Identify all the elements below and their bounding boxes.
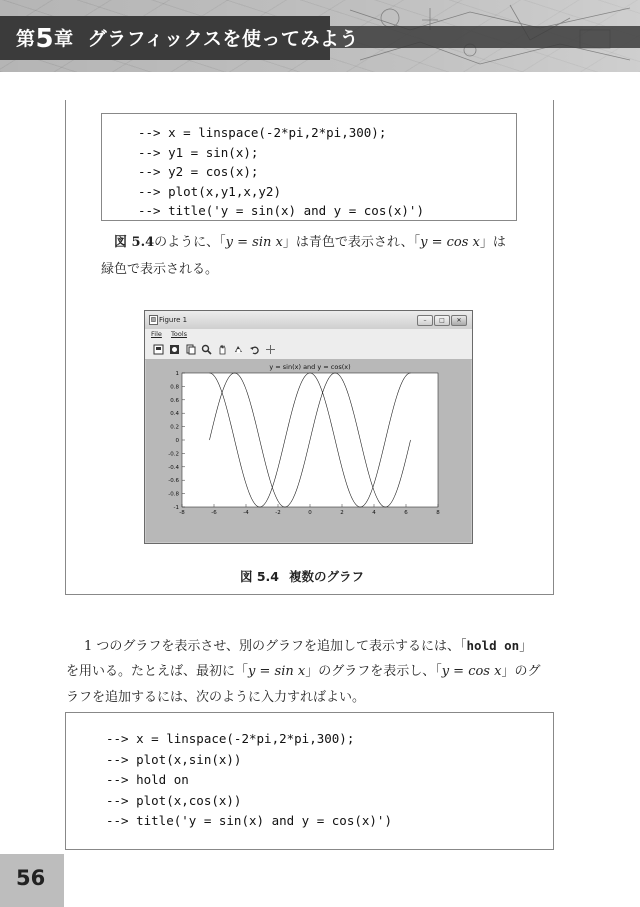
text-span: を用いる。たとえば、最初に「 <box>66 664 249 679</box>
chapter-suffix: 章 <box>54 28 74 50</box>
code-line: --> plot(x,cos(x)) <box>106 792 242 808</box>
x-tick-label: -6 <box>211 510 217 516</box>
chapter-header <box>0 0 640 72</box>
figure-caption-number: 図 5.4 <box>240 569 279 584</box>
chart-title: y = sin(x) and y = cos(x) <box>269 363 351 371</box>
chapter-title: グラフィックスを使ってみよう <box>87 28 359 50</box>
x-tick-label: 0 <box>308 510 312 516</box>
new-figure-icon[interactable] <box>153 344 164 355</box>
math-inline: y = cos x <box>420 235 480 250</box>
header-bar-tail <box>330 26 640 48</box>
body-line-2 <box>66 659 540 685</box>
y-tick-label: 0.4 <box>170 411 179 418</box>
code-block-1 <box>101 113 517 221</box>
code-line: --> hold on <box>106 772 189 787</box>
maximize-button[interactable]: □ <box>434 315 450 326</box>
body-line-3: ラフを追加するには、次のように入力すればよい。 <box>66 690 366 705</box>
window-title: Figure 1 <box>159 316 188 324</box>
y-tick-label: 1 <box>175 371 179 377</box>
text-span: 」のグラフを表示し、「 <box>305 664 442 679</box>
menu-file[interactable]: File <box>151 330 162 338</box>
math-inline: y = cos x <box>441 664 502 679</box>
text-span: のように、「 <box>154 235 226 250</box>
x-tick-label: 8 <box>436 510 440 516</box>
text-span: 」は青色で表示され、「 <box>282 235 421 250</box>
figure-app-icon: ▧ <box>150 316 157 323</box>
zoom-reset-icon[interactable] <box>169 344 180 355</box>
figure-description-line-2: 緑色で表示される。 <box>101 262 219 277</box>
code-line: --> title('y = sin(x) and y = cos(x)') <box>106 813 392 828</box>
x-tick-label: 4 <box>372 510 376 516</box>
x-tick-label: -2 <box>275 510 281 516</box>
chapter-heading <box>16 22 359 52</box>
code-block-2 <box>65 712 554 850</box>
window-title-bar <box>145 311 472 329</box>
y-tick-label: -0.2 <box>168 451 179 458</box>
chart-svg <box>146 359 471 542</box>
math-inline: y = sin x <box>248 664 306 679</box>
y-tick-label: -0.6 <box>168 478 179 485</box>
y-tick-label: 0.2 <box>170 424 179 431</box>
chapter-prefix: 第 <box>16 28 36 50</box>
rotate-3d-icon[interactable] <box>233 344 244 355</box>
y-tick-label: 0 <box>175 438 179 444</box>
figure-window <box>144 310 473 544</box>
figure-reference: 図 5.4 <box>114 235 155 250</box>
plot-area <box>146 359 471 542</box>
x-tick-label: 2 <box>340 510 344 516</box>
menu-tools[interactable]: Tools <box>171 330 188 338</box>
minimize-button[interactable]: – <box>417 315 433 326</box>
text-span: 」は <box>479 235 506 250</box>
datatip-icon[interactable] <box>265 344 276 355</box>
code-line: --> x = linspace(-2*pi,2*pi,300); <box>138 125 387 140</box>
undo-icon[interactable] <box>249 344 260 355</box>
code-line: --> x = linspace(-2*pi,2*pi,300); <box>106 731 355 746</box>
body-line-1 <box>84 633 532 660</box>
math-inline: y = sin x <box>225 235 283 250</box>
window-menu-bar <box>145 329 472 340</box>
y-tick-label: -0.8 <box>168 491 179 498</box>
code-line: --> plot(x,sin(x)) <box>106 751 242 767</box>
figure-caption-text: 複数のグラフ <box>289 569 365 584</box>
x-tick-label: -4 <box>243 510 249 516</box>
code-line: --> y1 = sin(x); <box>138 144 259 160</box>
page-number: 56 <box>16 866 46 890</box>
y-tick-label: -0.4 <box>168 464 179 471</box>
copy-icon[interactable] <box>185 344 196 355</box>
inline-code: hold on <box>466 638 520 653</box>
code-line: --> y2 = cos(x); <box>138 164 259 179</box>
y-tick-label: -1 <box>173 505 179 511</box>
figure-caption <box>240 567 364 585</box>
code-line: --> title('y = sin(x) and y = cos(x)') <box>138 203 424 218</box>
text-span: 1 つのグラフを表示させ、別のグラフを追加して表示するには、「 <box>84 639 467 654</box>
code-line: --> plot(x,y1,x,y2) <box>138 183 281 199</box>
chapter-number: 5 <box>35 24 55 54</box>
text-span: 」のグ <box>501 664 541 679</box>
close-button[interactable]: ✕ <box>451 315 467 326</box>
y-tick-label: 0.6 <box>170 397 179 404</box>
window-toolbar <box>145 340 472 360</box>
x-tick-label: -8 <box>179 510 185 516</box>
figure-description-line-1 <box>114 230 506 256</box>
y-tick-label: 0.8 <box>170 384 179 391</box>
zoom-icon[interactable] <box>201 344 212 355</box>
x-tick-label: 6 <box>404 510 408 516</box>
text-span: 」 <box>519 639 533 654</box>
pan-icon[interactable] <box>217 344 228 355</box>
